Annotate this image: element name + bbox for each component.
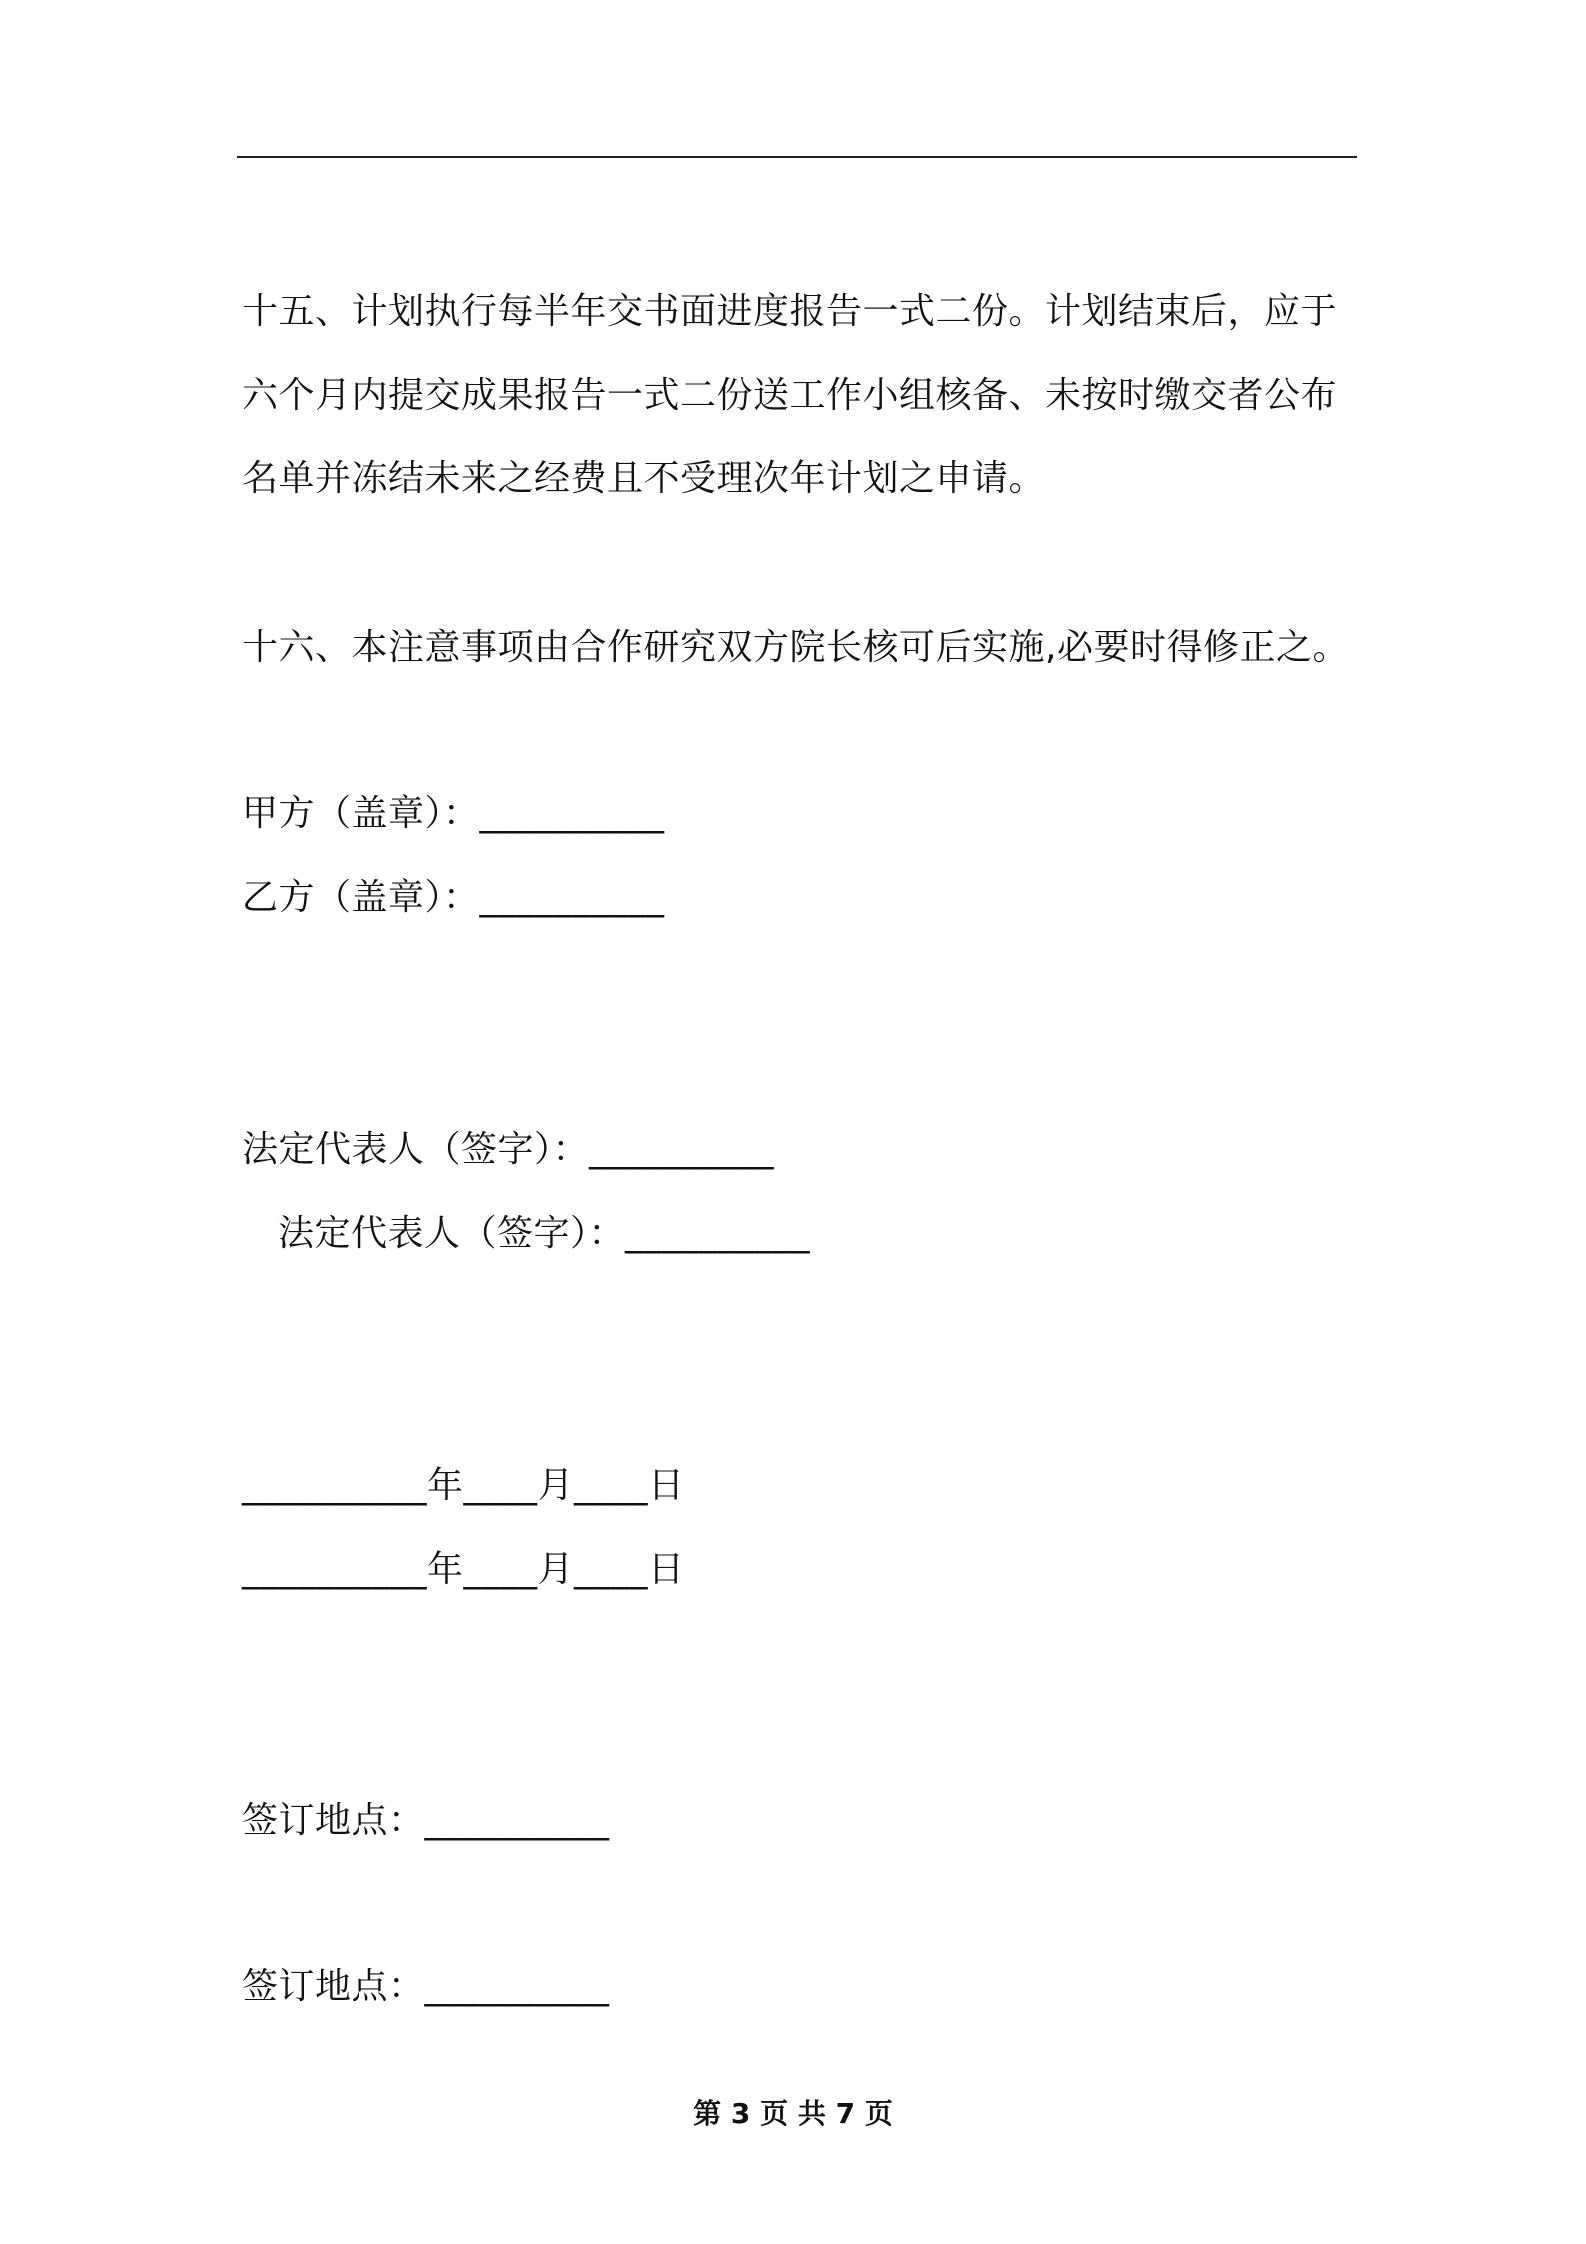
signing-location-line: 签订地点：__________ xyxy=(242,1800,610,1841)
clause-15-line-3: 名单并冻结未来之经费且不受理次年计划之申请。 xyxy=(242,458,1046,499)
party-b-seal-line: 乙方（盖章）：__________ xyxy=(242,877,665,918)
signing-location-line: 签订地点：__________ xyxy=(242,1966,610,2007)
legal-representative-signature-line: 法定代表人（签字）：__________ xyxy=(278,1213,811,1254)
clause-16: 十六、本注意事项由合作研究双方院长核可后实施,必要时得修正之。 xyxy=(242,627,1349,668)
header-rule xyxy=(237,156,1357,158)
page-indicator: 第 3 页 共 7 页 xyxy=(693,2097,893,2130)
clause-15-line-1: 十五、计划执行每半年交书面进度报告一式二份。计划结束后，应于 xyxy=(242,291,1338,332)
party-a-seal-line: 甲方（盖章）：__________ xyxy=(242,793,665,834)
clause-15-line-2: 六个月内提交成果报告一式二份送工作小组核备、未按时缴交者公布 xyxy=(242,375,1338,416)
date-line: __________年____月____日 xyxy=(242,1465,685,1506)
legal-representative-signature-line: 法定代表人（签字）：__________ xyxy=(242,1129,775,1170)
date-line: __________年____月____日 xyxy=(242,1549,685,1590)
